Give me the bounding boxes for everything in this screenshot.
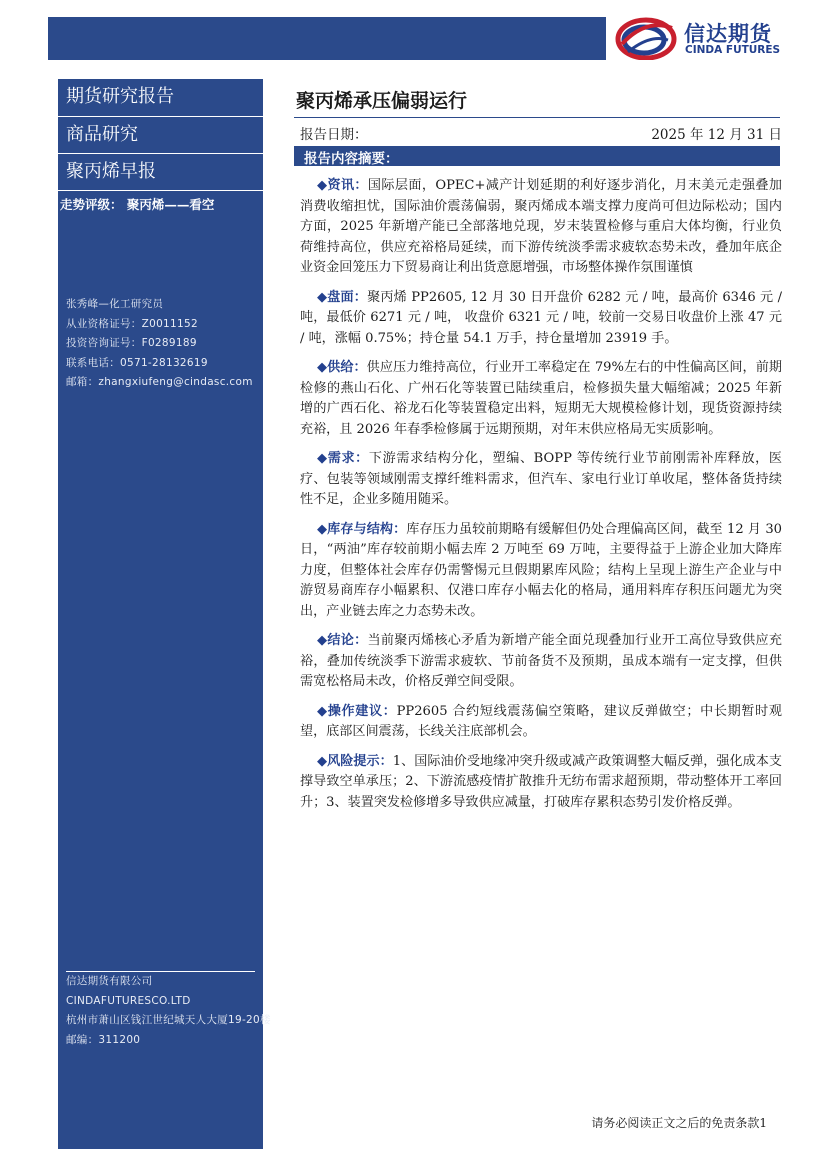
sidebar-rating: 走势评级： 聚丙烯——看空 [60,197,215,212]
section-risk [300,752,782,814]
bullet-icon: ◆ [317,703,328,719]
section-heading: 风险提示： [327,753,393,769]
company-logo [614,14,804,60]
section-text: 库存压力虽较前期略有缓解但仍处合理偏高区间，截至 12 月 30 日，“两油”库存较前期小幅去库 2 万吨至 69 万吨，主要得益于上游企业加大降库力度，但整体社会库存仍需警惕元旦假期累库风险；结构上呈现上游生产企业与中游贸易商库存小幅累积、仅港口库存小幅去化的格局，通用料库存积压问题尤为突出，产业链去库之力态势未改。 [300,521,783,619]
logo-name-en: CINDA FUTURES [685,44,781,56]
bullet-icon: ◆ [317,451,328,466]
analyst-consulting-cert: 投资咨询证号：F0289189 [66,337,197,349]
section-text: 下游需求结构分化，塑编、BOPP 等传统行业节前刚需补库释放，医疗、包装等领域刚需支撑纤维料需求，但汽车、家电行业订单收尾，整体备货持续性不足，企业多随用随采。 [300,451,783,507]
bullet-icon: ◆ [317,521,328,537]
section-heading: 资讯： [327,178,368,193]
bullet-icon: ◆ [317,289,328,305]
bullet-icon: ◆ [317,360,328,375]
section-advice [300,702,782,743]
section-heading: 结论： [327,633,368,648]
section-text: 聚丙烯 PP2605, 12 月 30 日开盘价 6282 元 / 吨，最高价 6346 元 / 吨，最低价 6271 元 / 吨， 收盘价 6321 元 / 吨，较前一交易日收盘价上涨 47 元 / 吨，涨幅 0.75%；持仓量 54.1 万手，持仓量增加 23919 手。 [300,289,783,346]
title-divider [294,117,780,118]
section-news [300,176,782,279]
sidebar [58,79,271,1149]
section-conclusion [300,631,782,693]
section-heading: 供给： [327,360,367,375]
section-text: 供应压力维持高位，行业开工率稳定在 79%左右的中性偏高区间，前期检修的燕山石化、广州石化等装置已陆续重启，检修损失量大幅缩减；2025 年新增的广西石化、裕龙石化等装置稳定出料，短期无大规模检修计划，现货资源持续充裕，且 2026 年春季检修属于远期预期，对年末供应格局无实质影响。 [300,360,782,437]
summary-heading: 报告内容摘要： [304,151,399,167]
logo-name-cn: 信达期货 [684,22,772,46]
summary-heading-bar [294,146,780,166]
analyst-contacts [66,295,253,393]
sidebar-category: 商品研究 [58,117,263,154]
section-heading: 盘面： [327,289,368,305]
report-date-label: 报告日期： [300,127,368,143]
bullet-icon: ◆ [317,178,328,193]
company-postcode: 邮编：311200 [66,1033,141,1046]
top-banner [48,17,606,60]
section-market [300,288,782,350]
company-info [66,972,271,1050]
analyst-email: 邮箱：zhangxiufeng@cindasc.com [66,376,253,388]
sidebar-product: 聚丙烯早报 [58,154,263,191]
section-demand [300,449,782,511]
bullet-icon: ◆ [317,753,328,769]
section-heading: 操作建议： [327,703,397,719]
report-date-value: 2025 年 12 月 31 日 [651,127,782,143]
section-text: 1、国际油价受地缘冲突升级或减产政策调整大幅反弹，强化成本支撑导致空单承压；2、下游流感疫情扩散推升无纺布需求超预期，带动整体开工率回升；3、装置突发检修增多导致供应减量，打破库存累积态势引发价格反弹。 [300,753,782,810]
disclaimer-note: 请务必阅读正文之后的免责条款1 [591,1116,767,1130]
section-heading: 需求： [327,451,369,466]
section-heading: 库存与结构： [327,521,407,537]
company-address: 杭州市萧山区钱江世纪城天人大厦19-20楼 [66,1014,271,1026]
analyst-phone: 联系电话：0571-28132619 [66,356,208,369]
bullet-icon: ◆ [317,633,328,648]
analyst-name: 张秀峰—化工研究员 [66,298,164,310]
section-text: 国际层面，OPEC+减产计划延期的利好逐步消化，月末美元走强叠加消费收缩担忧，国际油价震荡偏弱，聚丙烯成本端支撑力度尚可但边际松动；国内方面，2025 年新增产能已全部落地兑现，岁末装置检修与重启大体均衡，行业负荷维持高位，供应充裕格局延续，而下游传统淡季需求疲软态势未改，叠加年底企业资金回笼压力下贸易商让利出货意愿增强，市场整体操作氛围谨慎 [300,178,783,275]
section-text: 当前聚丙烯核心矛盾为新增产能全面兑现叠加行业开工高位导致供应充裕，叠加传统淡季下游需求疲软、节前备货不及预期，虽成本端有一定支撑，但供需宽松格局未改，价格反弹空间受限。 [300,633,782,689]
sidebar-report-type: 期货研究报告 [58,79,263,117]
section-supply [300,358,782,440]
company-name: 信达期货有限公司 [66,975,153,987]
report-title: 聚丙烯承压偏弱运行 [296,90,468,112]
report-content [300,176,782,822]
company-website: CINDAFUTURESCO.LTD [66,994,191,1007]
analyst-qualification: 从业资格证号：Z0011152 [66,317,198,330]
section-inventory [300,520,782,623]
section-text: PP2605 合约短线震荡偏空策略，建议反弹做空；中长期暂时观望，底部区间震荡，长线关注底部机会。 [300,703,783,739]
logo-mark-icon [614,14,678,60]
